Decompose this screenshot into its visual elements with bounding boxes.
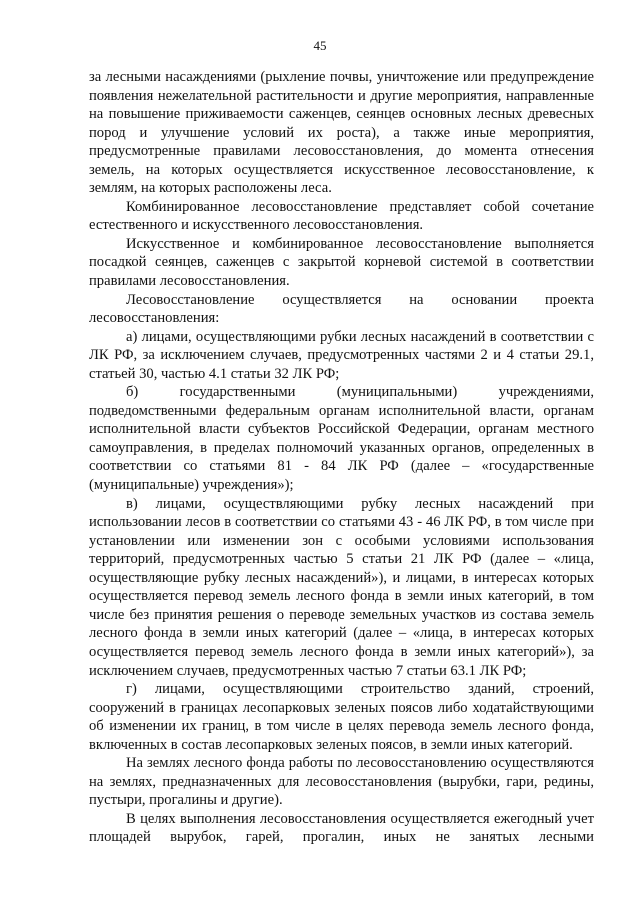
list-item-a: а) лицами, осуществляющими рубки лесных насаждений в соответствии с ЛК РФ, за исключением случаев, предусмотренных частями 2 и 4 статьи 29.1, статьей 30, частью 4.1 статьи 32 ЛК РФ; [89, 328, 594, 382]
paragraph-annual-accounting: В целях выполнения лесовосстановления осуществляется ежегодный учет площадей вырубок, гарей, прогалин, иных не занятых лесными [89, 810, 594, 846]
page-number: 45 [313, 38, 327, 53]
paragraph-project-basis: Лесовосстановление осуществляется на основании проекта лесовосстановления: [89, 291, 594, 327]
paragraph-combined-reforestation: Комбинированное лесовосстановление представляет собой сочетание естественного и искусственного лесовосстановления. [89, 198, 594, 234]
list-item-b: б) государственными (муниципальными) учреждениями, подведомственными федеральным органам исполнительной власти, органам исполнительной власти субъектов Российской Федерации, органам местного самоуправления, в пределах полномочий указанных органов, определенных в соответствии со статьями 81 - 84 ЛК РФ (далее – «государственные (муниципальные) учреждения»); [89, 384, 594, 494]
paragraph-continuation: за лесными насаждениями (рыхление почвы, уничтожение или предупреждение появления нежелательной растительности и другие мероприятия, направленные на повышение приживаемости саженцев, сеянцев основных лесных древесных пород и улучшение условий их роста), а также иные мероприятия, предусмотренные правилами лесовосстановления, до момента отнесения земель, на которых осуществляется искусственное лесовосстановление, к землям, на которых расположены леса. [89, 69, 594, 197]
paragraph-planting: Искусственное и комбинированное лесовосстановление выполняется посадкой сеянцев, саженцев с закрытой корневой системой в соответствии правилами лесовосстановления. [89, 235, 594, 290]
document-body [89, 68, 594, 847]
list-item-v: в) лицами, осуществляющими рубку лесных насаждений при использовании лесов в соответствии со статьями 43 - 46 ЛК РФ, в том числе при установлении или изменении зон с особыми условиями использования территорий, предусмотренных частью 5 статьи 21 ЛК РФ (далее – «лица, осуществляющие рубку лесных насаждений»), и лицами, в интересах которых осуществляется перевод земель лесного фонда в земли иных категорий, в том числе без принятия решения о переводе земельных участков из состава земель лесного фонда в земли иных категорий (далее – «лица, в интересах которых осуществляется перевод земель лесного фонда в земли иных категорий»), за исключением случаев, предусмотренных частью 7 статьи 63.1 ЛК РФ; [89, 495, 594, 679]
list-item-g: г) лицами, осуществляющими строительство зданий, строений, сооружений в границах лесопарковых зеленых поясов либо ходатайствующими об изменении их границ, в том числе в целях перевода земель лесного фонда, включенных в состав лесопарковых зеленых поясов, в земли иных категорий. [89, 681, 594, 753]
paragraph-forest-lands: На землях лесного фонда работы по лесовосстановлению осуществляются на землях, предназначенных для лесовосстановления (вырубки, гари, редины, пустыри, прогалины и другие). [89, 755, 594, 809]
